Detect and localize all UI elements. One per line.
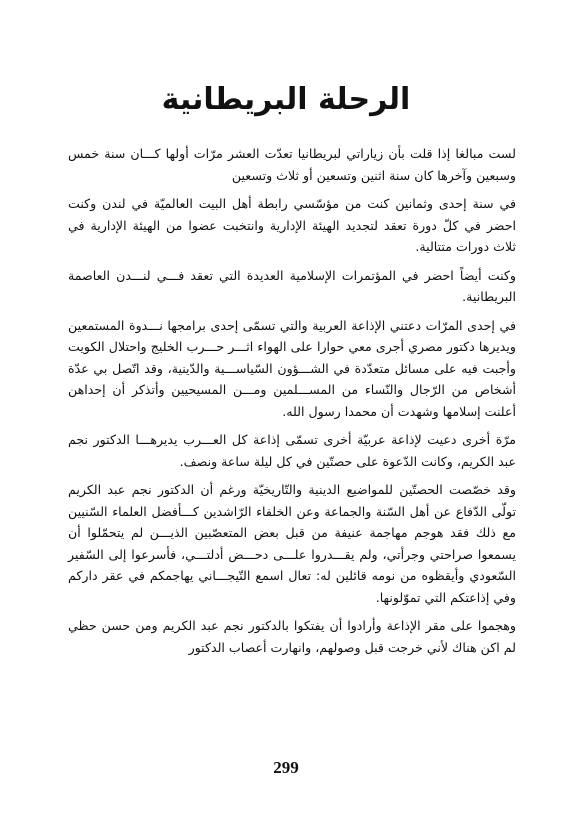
chapter-title: الرحلة البريطانية bbox=[161, 82, 411, 117]
paragraph: لست مبالغا إذا قلت بأن زياراتي لبريطانيا تعدّت العشر مرّات أولها كـــان سنة خمس وسبعين وآخرها كان سنة اثنين وتسعين أو ثلاث وتسعين bbox=[68, 146, 516, 183]
page-number: 299 bbox=[273, 758, 299, 777]
body-text bbox=[68, 143, 516, 665]
paragraph: وكنت أيضاً احضر في المؤتمرات الإسلامية العديدة التي تعقد فـــي لنـــدن العاصمة البريطانية. bbox=[68, 267, 516, 304]
paragraph: في إحدى المرّات دعتني الإذاعة العربية والتي تسمّى إحدى برامجها نـــدوة المستمعين ويديرها دكتور مصري أجرى معي حوارا على الهواء اثـــر حـــرب الخليج واحتلال الكويت وأجبت فيه على مسائل متعدّدة في الشـــؤون السّياســـية والدّينية، وقد اتّصل بي عدّة أشخاص من الرّجال والنّساء من المســـلمين ومـــن المسيحيين وأتذكر أن إحداهن أعلنت إسلامها وشهدت أن محمدا رسول الله. bbox=[68, 317, 516, 419]
paragraph: وقد خصّصت الحصتّين للمواضيع الدينية والتّاريخيّة ورغم أن الدكتور نجم عبد الكريم تولّى الدّفاع عن أهل السّنة والجماعة وعن الخلفاء الرّاشدين كـــأفضل العلماء السّنيين مع ذلك فقد هوجم مهاجمة عنيفة من قبل بعض المتعصّبين الذيـــن لم يتحمّلوا أن يسمعوا صراحتي وجرأتي، ولم يقـــدروا علـــى دحـــض أدلتـــي، فأسرعوا إلى السّفير السّعودي وأيقظوه من نومه قائلين له: تعال اسمع التّيجـــاني يهاجمكم في عقر داركم وفي إذاعتكم التي تموّلونها. bbox=[68, 482, 516, 605]
paragraph: وهجموا على مقر الإذاعة وأرادوا أن يفتكوا بالدكتور نجم عبد الكريم ومن حسن حظي لم اكن هناك لأني خرجت قبل وصولهم، وانهارت أعصاب الدكتور bbox=[68, 618, 516, 655]
paragraph: في سنة إحدى وثمانين كنت من مؤسّسي رابطة أهل البيت العالميّة في لندن وكنت احضر في كلّ دورة تعقد لتجديد الهيئة الإدارية وانتخبت عضوا من الهيئة الإدارية في ثلاث دورات متتالية. bbox=[68, 196, 516, 254]
paragraph: مرّة أخرى دعيت لإذاعة عربيّة أخرى تسمّى إذاعة كل العـــرب يديرهـــا الدكتور نجم عبد الكريم، وكانت الدّعوة على حصتّين في كل ليلة ساعة ونصف. bbox=[68, 432, 516, 469]
